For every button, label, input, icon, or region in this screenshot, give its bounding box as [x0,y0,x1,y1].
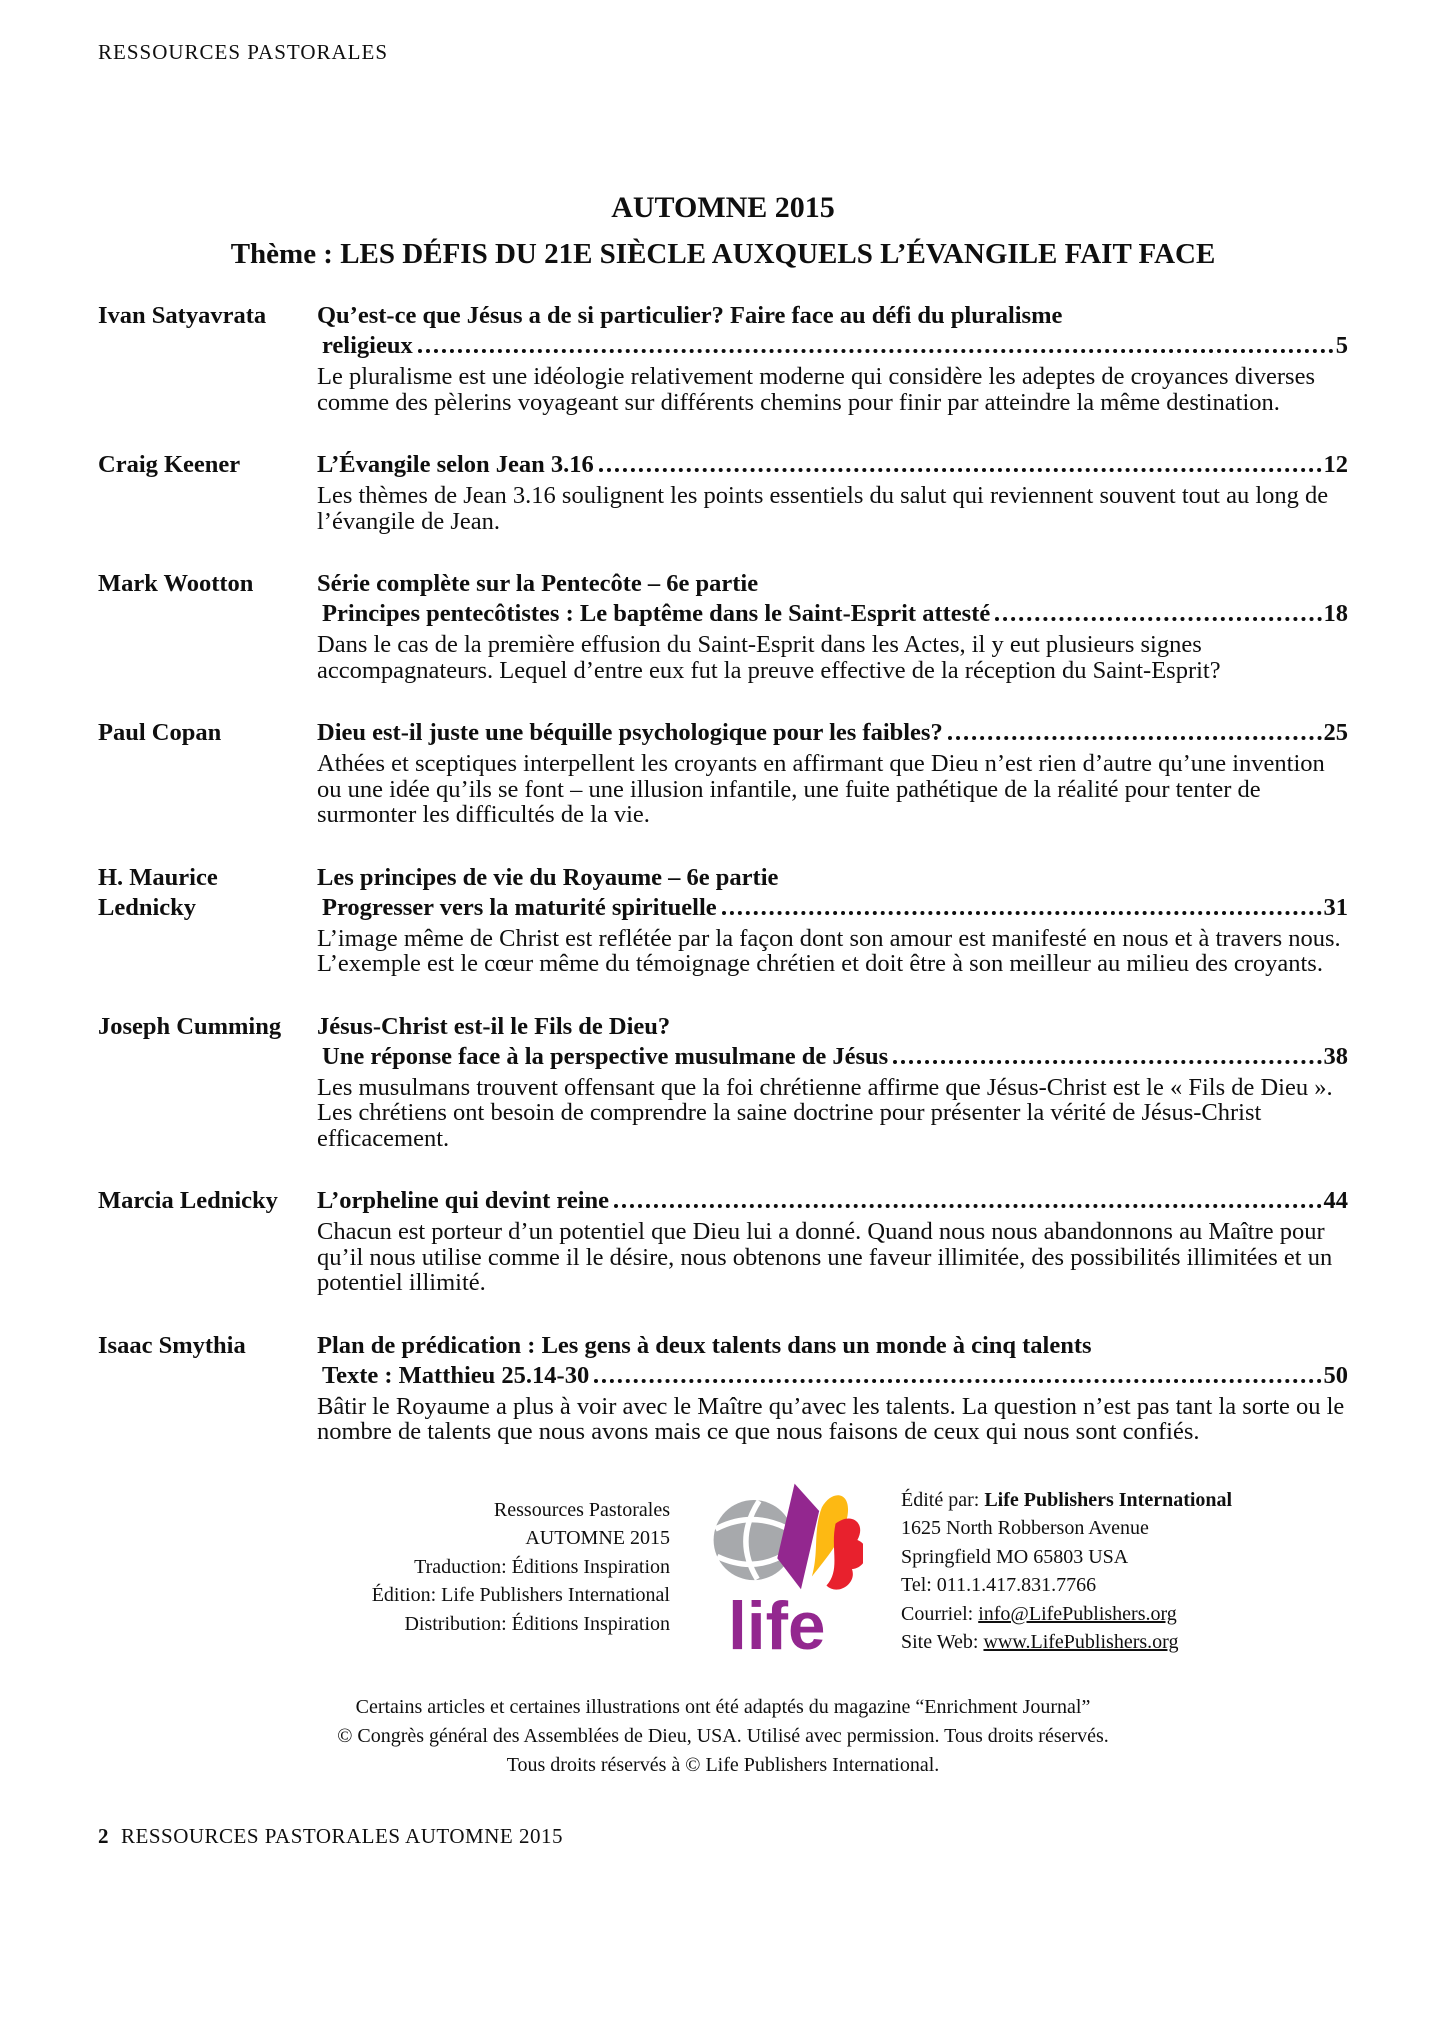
publisher-contact-column [901,1480,1246,1657]
toc-entry [98,1331,1348,1445]
credits-line-1: Certains articles et certaines illustrations ont été adaptés du magazine “Enrichment Journal” [355,1695,1091,1718]
publication-distribution: Distribution: Éditions Inspiration [404,1612,670,1635]
publisher-name: Life Publishers International [984,1488,1233,1511]
website-label: Site Web: [901,1631,984,1653]
website-link[interactable]: www.LifePublishers.org [983,1631,1179,1653]
publication-left-column [200,1480,670,1639]
toc-description: Chacun est porteur d’un potentiel que Dieu lui a donné. Quand nous nous abandonnons au Maître pour qu’il nous utilise comme il le désire, nous obtenons une faveur illimitée, des possibilités illimitées et un potentiel illimité. [317,1218,1333,1296]
publication-traduction: Traduction: Éditions Inspiration [414,1555,670,1578]
toc-entry [98,569,1348,683]
toc-title-line: Jésus-Christ est-il le Fils de Dieu? [317,1012,671,1040]
toc-entry [98,450,1348,534]
toc-entry-body [317,301,1348,415]
toc-title-continuation: religieux [322,332,413,359]
theme-line [98,238,1348,271]
page-number: 2 [98,1823,109,1848]
toc-entry-body [317,863,1348,977]
dot-leader [614,1204,1321,1208]
toc-dotted-line [317,450,1348,480]
toc-dotted-line [317,718,1348,748]
issue-title: AUTOMNE 2015 [611,191,835,224]
toc-dotted-line [317,1361,1348,1391]
toc-entry-body [317,1331,1348,1445]
credits-line-3: Tous droits réservés à © Life Publishers International. [506,1753,940,1776]
dot-leader [418,349,1334,353]
toc-title-line: Qu’est-ce que Jésus a de si particulier? Faire face au défi du pluralisme [317,302,1063,329]
toc-dotted-line [317,1042,1348,1072]
life-logo-icon [708,1480,863,1662]
email-link[interactable]: info@LifePublishers.org [978,1602,1177,1625]
toc-page-number: 5 [1335,332,1348,359]
toc-author: Mark Wootton [98,570,254,597]
publication-name: Ressources Pastorales [493,1498,670,1521]
edited-by-line [901,1486,1246,1515]
life-logo [708,1480,863,1667]
toc-author: H. Maurice Lednicky [98,863,218,921]
telephone-line: Tel: 011.1.417.831.7766 [901,1574,1097,1596]
toc-entry-body [317,1012,1348,1152]
toc-author: Joseph Cumming [98,1012,282,1040]
toc-entry [98,1012,1348,1152]
page-footer-text: RESSOURCES PASTORALES AUTOMNE 2015 [121,1823,563,1848]
life-wordmark: life [728,1588,826,1662]
email-line [901,1600,1246,1629]
toc-title-continuation: Progresser vers la maturité spirituelle [322,893,717,921]
toc-author: Craig Keener [98,451,241,478]
page-footer [98,1824,1348,1849]
toc-author: Marcia Lednicky [98,1187,278,1214]
theme-label: Thème : [230,238,341,270]
address-line-1: 1625 North Robberson Avenue [901,1517,1149,1539]
toc-description: L’image même de Christ est reflétée par la façon dont son amour est manifesté en nous et à travers nous. L’exemple est le cœur même du témoignage chrétien et doit être à son meilleur au milieu des croyants. [317,924,1341,977]
dot-leader [893,1060,1321,1064]
toc-page-number: 25 [1323,719,1348,746]
toc-entry [98,1186,1348,1296]
toc-title-continuation: Texte : Matthieu 25.14-30 [322,1361,590,1389]
publication-block [98,1480,1348,1667]
publication-edition: Édition: Life Publishers International [371,1584,670,1606]
toc-entry [98,863,1348,977]
dot-leader [594,1379,1321,1383]
toc-page-number: 18 [1323,600,1348,627]
email-label: Courriel: [901,1602,979,1625]
toc-page-number: 38 [1323,1042,1348,1070]
toc-dotted-line [317,331,1348,361]
publication-issue: AUTOMNE 2015 [525,1527,670,1549]
toc-description: Bâtir le Royaume a plus à voir avec le Maître qu’avec les talents. La question n’est pas tant la sorte ou le nombre de talents que nous avons mais ce que nous faisons de ceux qui nous sont confiés. [317,1392,1345,1445]
toc-page-number: 12 [1323,451,1348,478]
toc-entry [98,718,1348,828]
toc-dotted-line [317,599,1348,629]
toc-entry-body [317,718,1348,828]
toc-description: Les musulmans trouvent offensant que la foi chrétienne affirme que Jésus-Christ est le « Fils de Dieu ». Les chrétiens ont besoin de comprendre la saine doctrine pour présenter la vérité de Jésus-Christ efficacement. [317,1073,1333,1152]
toc-description: Athées et sceptiques interpellent les croyants en affirmant que Dieu n’est rien d’autre qu’une invention ou une idée qu’ils se font – une illusion infantile, une fuite pathétique de la réalité pour tenter de surmonter les difficultés de la vie. [317,750,1325,828]
toc-entry-body [317,1186,1348,1296]
toc-entry-body [317,450,1348,534]
website-line [901,1628,1246,1657]
edited-by-label: Édité par: [901,1488,985,1511]
toc-description: Les thèmes de Jean 3.16 soulignent les points essentiels du salut qui reviennent souvent tout au long de l’évangile de Jean. [317,482,1329,535]
toc-author: Paul Copan [98,719,222,746]
theme-title: LES DÉFIS DU 21E SIÈCLE AUXQUELS L’ÉVANGILE FAIT FACE [340,238,1216,270]
toc-author: Ivan Satyavrata [98,302,267,329]
toc-title: L’orpheline qui devint reine [317,1187,610,1214]
toc-description: Dans le cas de la première effusion du Saint-Esprit dans les Actes, il y eut plusieurs signes accompagnateurs. Lequel d’entre eux fut la preuve effective de la réception du Saint-Esprit? [317,631,1221,684]
dot-leader [599,468,1322,472]
toc-title-continuation: Une réponse face à la perspective musulmane de Jésus [322,1042,889,1070]
dot-leader [995,617,1321,621]
toc-page-number: 50 [1323,1361,1348,1389]
toc-entry [98,301,1348,415]
toc-title-line: Plan de prédication : Les gens à deux talents dans un monde à cinq talents [317,1331,1092,1359]
toc-page-number: 44 [1323,1187,1348,1214]
toc-dotted-line [317,1186,1348,1216]
credits-block [98,1693,1348,1780]
masthead: RESSOURCES PASTORALES [98,40,389,64]
toc-title: Dieu est-il juste une béquille psychologique pour les faibles? [317,719,943,746]
toc-description: Le pluralisme est une idéologie relativement moderne qui considère les adeptes de croyances diverses comme des pèlerins voyageant sur différents chemins pour finir par atteindre la même destination. [317,363,1316,416]
table-of-contents [98,301,1348,1445]
toc-title: L’Évangile selon Jean 3.16 [317,451,594,478]
toc-author: Isaac Smythia [98,1331,246,1359]
toc-title-line: Les principes de vie du Royaume – 6e partie [317,863,779,891]
dot-leader [722,911,1322,915]
toc-title-line: Série complète sur la Pentecôte – 6e partie [317,570,759,597]
address-line-2: Springfield MO 65803 USA [901,1545,1129,1568]
credits-line-2: © Congrès général des Assemblées de Dieu, USA. Utilisé avec permission. Tous droits réservés. [337,1724,1109,1747]
toc-dotted-line [317,893,1348,923]
toc-entry-body [317,569,1348,683]
dot-leader [948,736,1322,740]
toc-page-number: 31 [1323,893,1348,921]
toc-title-continuation: Principes pentecôtistes : Le baptême dans le Saint-Esprit attesté [322,600,991,627]
